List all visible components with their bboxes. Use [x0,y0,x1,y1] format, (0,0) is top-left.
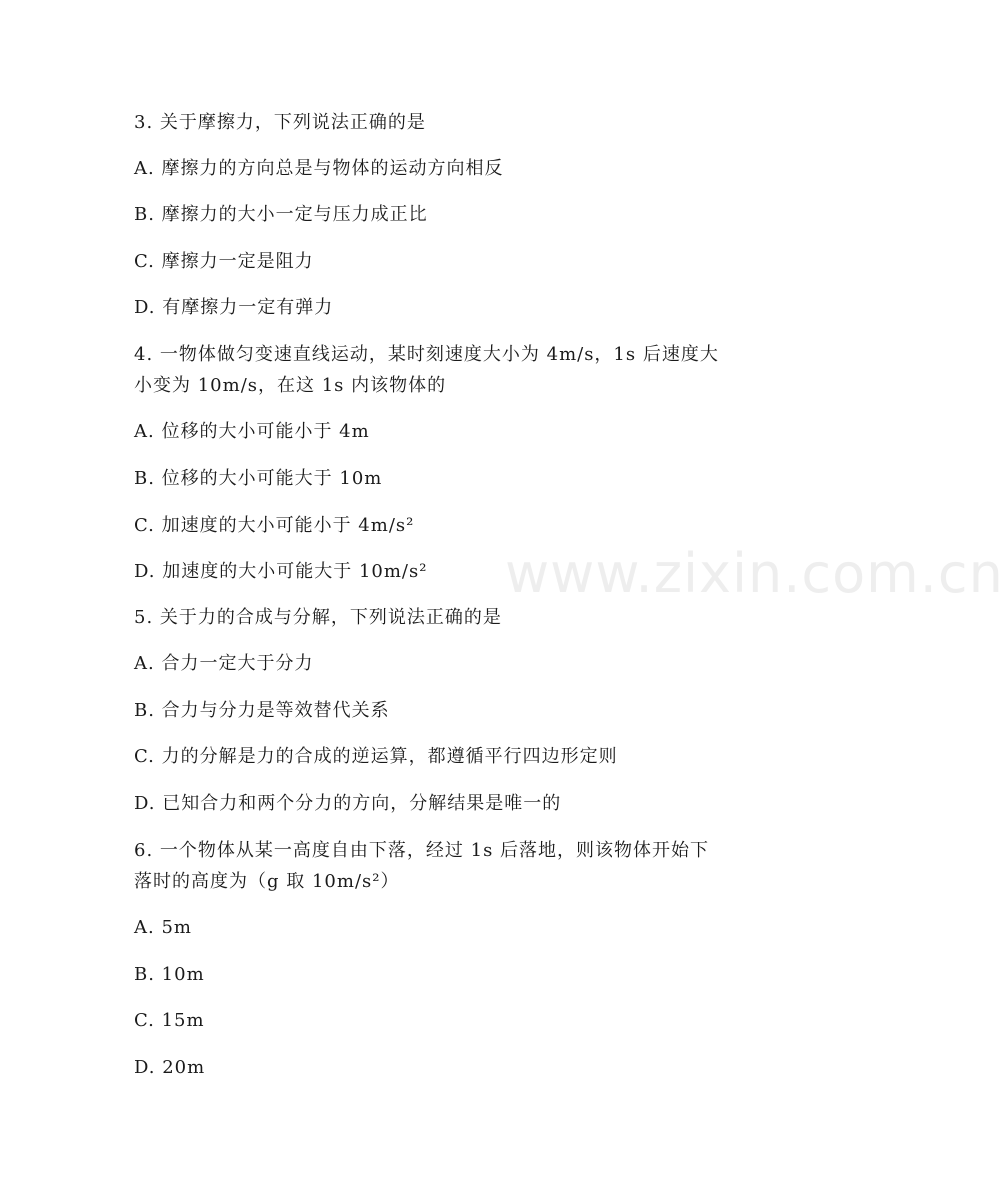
question-5-stem: 5. 关于力的合成与分解，下列说法正确的是 [134,607,502,628]
question-3-option-d: D. 有摩擦力一定有弹力 [134,297,334,318]
question-4-stem-line-2: 小变为 10m/s，在这 1s 内该物体的 [134,375,447,396]
question-4-option-c: C. 加速度的大小可能小于 4m/s² [134,515,415,536]
question-6-option-a: A. 5m [134,917,192,938]
question-5-option-c: C. 力的分解是力的合成的逆运算，都遵循平行四边形定则 [134,746,618,767]
question-6-option-b: B. 10m [134,964,205,985]
question-3-option-a: A. 摩擦力的方向总是与物体的运动方向相反 [134,158,504,179]
watermark: www.zixin.com.cn [505,542,1004,605]
question-3-option-c: C. 摩擦力一定是阻力 [134,251,314,272]
question-6-stem-line-2: 落时的高度为（g 取 10m/s²） [134,871,400,892]
question-5-option-a: A. 合力一定大于分力 [134,653,314,674]
question-5-option-d: D. 已知合力和两个分力的方向，分解结果是唯一的 [134,793,562,814]
question-6-option-c: C. 15m [134,1010,205,1031]
question-4-stem-line-1: 4. 一物体做匀变速直线运动，某时刻速度大小为 4m/s，1s 后速度大 [134,344,719,365]
question-4-option-a: A. 位移的大小可能小于 4m [134,421,370,442]
question-4-option-b: B. 位移的大小可能大于 10m [134,468,383,489]
question-6-option-d: D. 20m [134,1057,206,1078]
question-5-option-b: B. 合力与分力是等效替代关系 [134,700,390,721]
question-3-option-b: B. 摩擦力的大小一定与压力成正比 [134,204,428,225]
question-4-option-d: D. 加速度的大小可能大于 10m/s² [134,561,428,582]
question-3-stem: 3. 关于摩擦力，下列说法正确的是 [134,112,426,133]
question-6-stem-line-1: 6. 一个物体从某一高度自由下落，经过 1s 后落地，则该物体开始下 [134,840,710,861]
